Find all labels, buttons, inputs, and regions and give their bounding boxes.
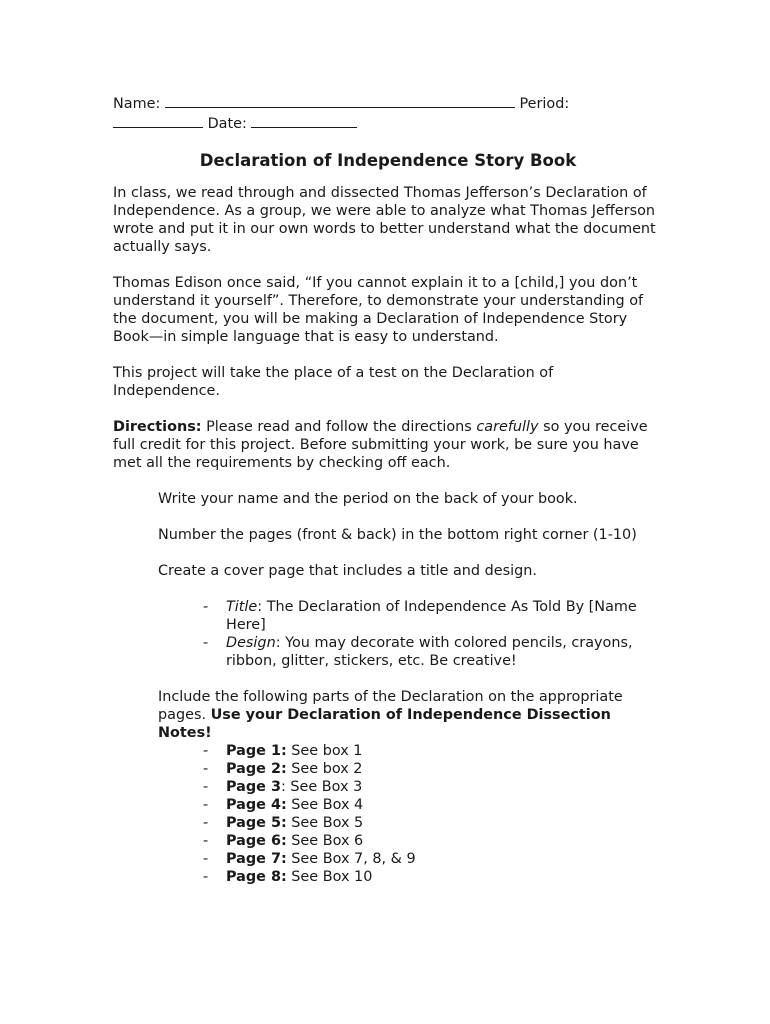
list-item: - Design: You may decorate with colored pencils, crayons, ribbon, glitter, stickers, etc. Be creative! (203, 635, 633, 669)
step-name-period: Write your name and the period on the back of your book. (158, 491, 578, 507)
name-label: Name: (113, 96, 161, 112)
period-blank (113, 113, 203, 128)
directions-paragraph: Directions: Please read and follow the directions carefully so you receive full credit for this project. Before submitting your work, be sure you have met all the requirements by checking off each. (113, 419, 648, 471)
list-item: - Page 6: See Box 6 (203, 833, 364, 849)
list-item: - Page 5: See Box 5 (203, 815, 364, 831)
page-requirements-list (113, 742, 663, 886)
intro-paragraph: In class, we read through and dissected Thomas Jefferson’s Declaration of Independence. As a group, we were able to analyze what Thomas Jefferson wrote and put it in our own words to better understand what the document actually says. (113, 185, 656, 255)
edison-paragraph: Thomas Edison once said, “If you cannot explain it to a [child,] you don’t understand it yourself”. Therefore, to demonstrate your understanding of the document, you will be making a Declaration of Independence Story Book—in simple language that is easy to understand. (113, 275, 644, 345)
list-item: - Page 4: See Box 4 (203, 797, 364, 813)
header-line (113, 93, 663, 133)
list-item: - Page 2: See box 2 (203, 761, 363, 777)
test-paragraph: This project will take the place of a test on the Declaration of Independence. (113, 365, 554, 399)
document-page (113, 93, 663, 886)
list-item: - Title: The Declaration of Independence As Told By [Name Here] (203, 599, 637, 633)
step-include-parts: Include the following parts of the Declaration on the appropriate pages. Use your Declaration of Independence Dissection Notes! (158, 689, 623, 741)
list-item: - Page 7: See Box 7, 8, & 9 (203, 851, 416, 867)
list-item: - Page 3: See Box 3 (203, 779, 363, 795)
step-number-pages: Number the pages (front & back) in the bottom right corner (1-10) (158, 527, 637, 543)
directions-label: Directions: (113, 419, 202, 435)
list-item: - Page 8: See Box 10 (203, 869, 373, 885)
date-blank (251, 113, 357, 128)
name-blank (165, 93, 515, 108)
date-label: Date: (207, 116, 247, 132)
step-cover-page: Create a cover page that includes a title and design. (158, 563, 537, 579)
document-title: Declaration of Independence Story Book (199, 151, 577, 170)
cover-requirements-list (113, 598, 663, 670)
list-item: - Page 1: See box 1 (203, 743, 363, 759)
period-label: Period: (519, 96, 570, 112)
directions-emphasis: carefully (476, 419, 539, 435)
